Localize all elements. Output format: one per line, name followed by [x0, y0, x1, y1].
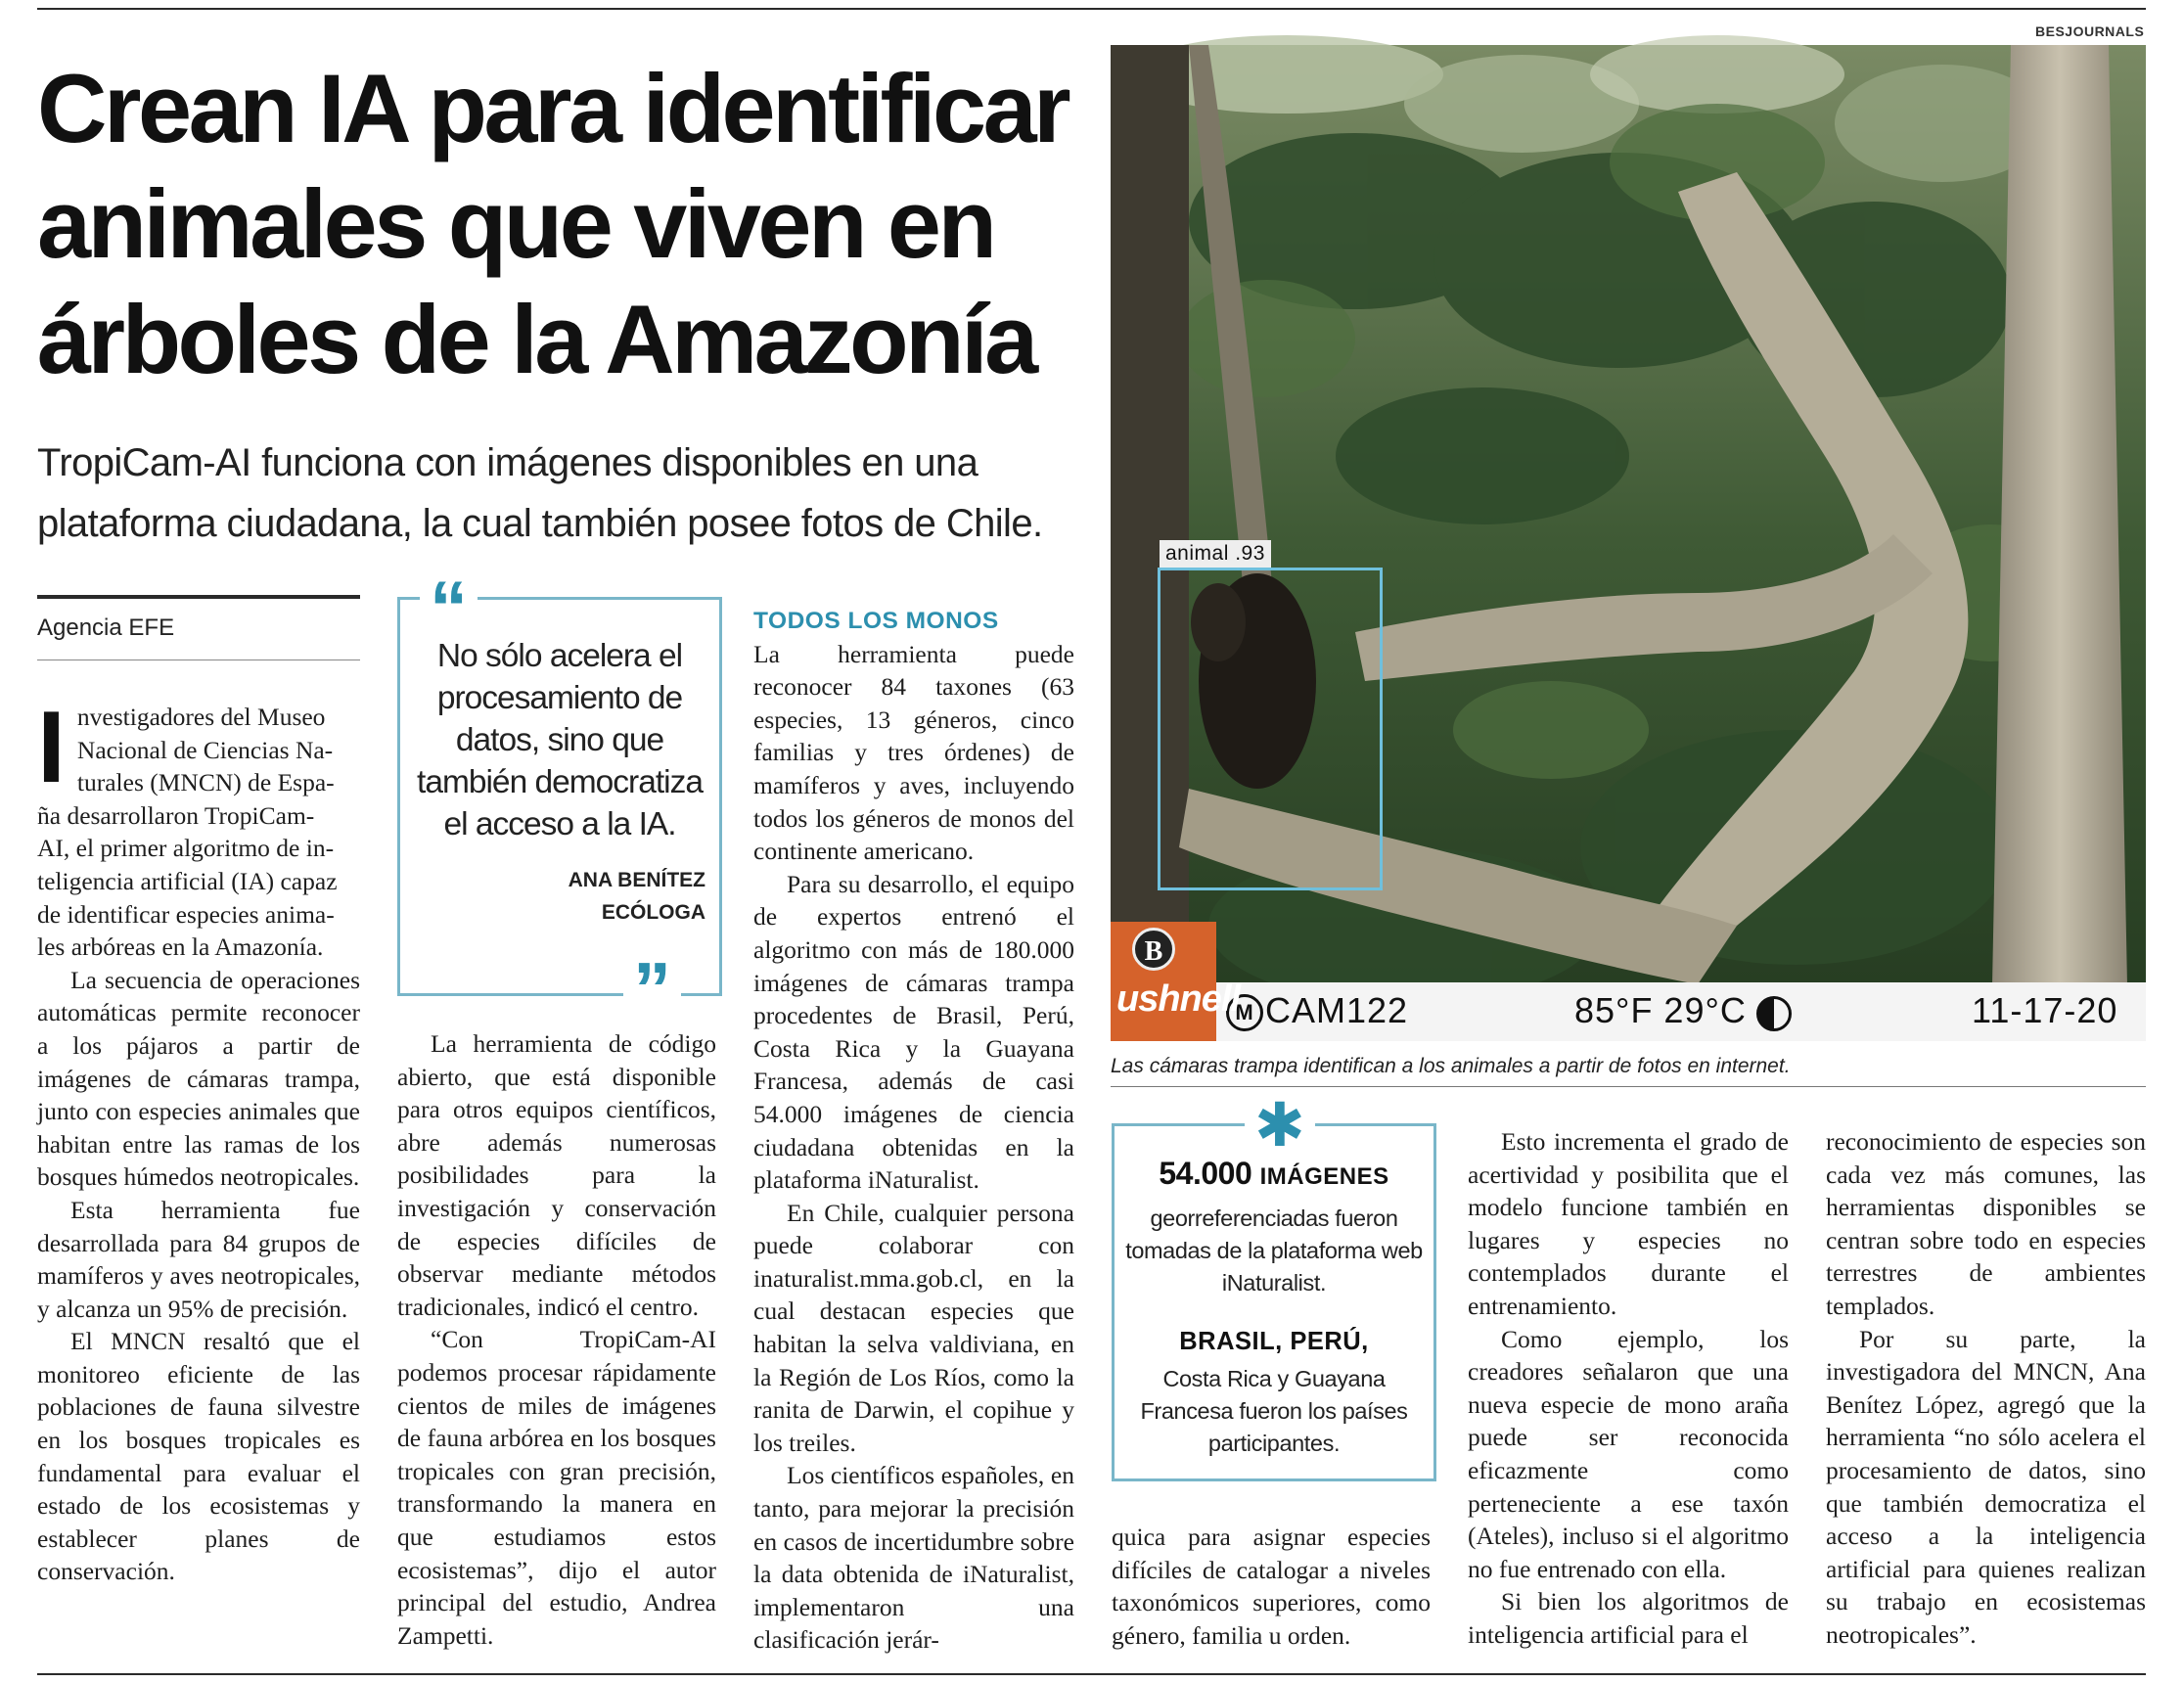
byline: Agencia EFE: [37, 614, 175, 641]
paragraph: El MNCN resaltó que el monitoreo eficiente de las poblaciones de fauna silvestre en los bosques tropicales es fundamental para evaluar el estado de los ecosistemas y establecer planes de conservación.: [37, 1327, 360, 1586]
bushnell-wordmark: ushnell: [1116, 978, 1241, 1020]
photo-caption: Las cámaras trampa identifican a los animales a partir de fotos en internet.: [1111, 1055, 1791, 1077]
pull-quote-box: [397, 565, 722, 1032]
paragraph: Como ejemplo, los creadores señalaron que una nueva especie de mono araña puede ser reconocida eficazmente como perteneciente a ese taxón (Ateles), incluso si el algoritmo no fue entrenado con ella.: [1468, 1324, 1789, 1583]
intro-line: nvestigadores del Museo: [76, 703, 326, 731]
paragraph: La secuencia de operaciones automáticas permite reconocer a los pájaros a partir de imágenes de cámaras trampa, junto con especies animales que habitan entre las ramas de los bosques húmedos neotropicales.: [37, 965, 360, 1192]
quote-attribution: [569, 864, 705, 929]
paragraph: Por su parte, la investigadora del MNCN, Ana Benítez López, agregó que la herramienta “no sólo acelera el procesamiento de datos, sino que también democratiza el acceso a la inteligencia artificial para quienes realizan su trabajo en ecosistemas neotropicales”.: [1826, 1324, 2146, 1649]
headline: [37, 51, 1074, 397]
date-stamp: 11-17-20: [1972, 990, 2118, 1030]
detection-label: animal .93: [1160, 540, 1271, 568]
subtitle: [37, 432, 1084, 554]
temperature: 85°F 29°C: [1574, 990, 1747, 1030]
caption-rule: [1111, 1086, 2146, 1087]
paragraph: reconocimiento de especies son cada vez más comunes, las herramientas disponibles se centran sobre todo en especies terrestres de ambientes templados.: [1826, 1127, 2146, 1320]
camera-trap-photo: [1111, 45, 2146, 1035]
close-quote-icon: ”: [623, 960, 681, 1019]
stat-number: 54.000: [1159, 1156, 1252, 1191]
bushnell-badge-icon: B: [1132, 928, 1175, 971]
byline-rule: [37, 595, 360, 599]
paragraph: Esta herramienta fue desarrollada para 84 grupos de mamíferos y aves neotropicales, y alcanza un 95% de precisión.: [37, 1195, 360, 1323]
bushnell-logo: [1111, 922, 1241, 1041]
paragraph: La herramienta de código abierto, que está disponible para otros equipos científicos, abre además numerosas posibilidades para la investigación y conservación de especies difíciles de observar mediante métodos tradicionales, indicó el centro.: [397, 1029, 716, 1321]
paragraph: quica para asignar especies difíciles de catalogar a niveles taxonómicos superiores, como género, familia u orden.: [1112, 1523, 1431, 1650]
paragraph: Los científicos españoles, en tanto, para mejorar la precisión en casos de incertidumbre sobre la data obtenida de iNaturalist, implementaron una clasificación jerár-: [753, 1461, 1074, 1655]
subtitle-line: TropiCam-AI funciona con imágenes disponibles en una: [37, 441, 978, 484]
article-column-3: [753, 605, 1074, 1657]
stat-description: georreferenciadas fueron tomadas de la plataforma web iNaturalist.: [1125, 1205, 1423, 1296]
intro-line: turales (MNCN) de Espa-: [76, 768, 335, 797]
quote-role: ECÓLOGA: [601, 901, 705, 924]
headline-line: árboles de la Amazonía: [37, 285, 1035, 393]
camera-id: CAM122: [1265, 990, 1409, 1030]
camera-mode-icon: M: [1226, 994, 1263, 1031]
article-column-1: [37, 691, 360, 1588]
paragraph: Esto incrementa el grado de acertividad y posibilita que el modelo funcione también en lugares y especies no contemplados durante el entrenamiento.: [1468, 1127, 1789, 1320]
article-column-4: [1112, 1521, 1431, 1652]
article-column-2: [397, 1027, 716, 1652]
paragraph: “Con TropiCam-AI podemos procesar rápidamente cientos de miles de imágenes de fauna arbórea en los bosques tropicales con gran precisión, transformando la manera en que estudiamos estos ecosistemas”, dijo el autor principal del estudio, Andrea Zampetti.: [397, 1325, 716, 1650]
paragraph: La herramienta puede reconocer 84 taxones (63 especies, 13 géneros, cinco familias y tres órdenes) de mamíferos y aves, incluyendo todos los géneros de monos del continente americano.: [753, 639, 1074, 866]
pull-quote-text: No sólo acelera el procesamiento de datos, sino que también democratiza el acceso a la IA.: [417, 638, 703, 842]
camera-info-bar: [1111, 982, 2146, 1041]
stat-subheading: BRASIL, PERÚ,: [1179, 1328, 1369, 1355]
section-heading: TODOS LOS MONOS: [753, 608, 999, 634]
stat-description-2: Costa Rica y Guayana Francesa fueron los países participantes.: [1140, 1366, 1408, 1456]
moon-phase-icon: [1756, 996, 1792, 1031]
subtitle-line: plataforma ciudadana, la cual también posee fotos de Chile.: [37, 502, 1043, 545]
quote-author: ANA BENÍTEZ: [568, 869, 705, 891]
photo-credit: BESJOURNALS: [2035, 23, 2145, 39]
drop-cap: I: [37, 691, 66, 804]
paragraph: Si bien los algoritmos de inteligencia artificial para el: [1468, 1587, 1789, 1649]
top-rule: [37, 8, 2146, 10]
stat-unit: IMÁGENES: [1259, 1163, 1389, 1190]
asterisk-icon: ✱: [1245, 1091, 1315, 1160]
intro-line: Nacional de Ciencias Na-: [76, 735, 334, 764]
paragraph: En Chile, cualquier persona puede colaborar con inaturalist.mma.gob.cl, en la cual destacan especies que habitan la selva valdiviana, en la Región de Los Ríos, como la ranita de Darwin, el copihue y los treiles.: [753, 1198, 1074, 1457]
detection-box: [1158, 568, 1383, 890]
stat-headline: [1115, 1156, 1433, 1192]
intro-line: de identificar especies anima-: [37, 899, 335, 929]
intro-line: AI, el primer algoritmo de in-: [37, 834, 335, 863]
intro-line: les arbóreas en la Amazonía.: [37, 932, 324, 962]
intro-line: ña desarrollaron TropiCam-: [37, 800, 315, 830]
paragraph: Para su desarrollo, el equipo de expertos entrenó el algoritmo con más de 180.000 imágenes de cámaras trampa procedentes de Brasil, Perú, Costa Rica y la Guayana Francesa, además de casi 54.000 imágenes de ciencia ciudadana obtenidas en la plataforma iNaturalist.: [753, 869, 1074, 1195]
stat-box: [1112, 1089, 1436, 1481]
open-quote-icon: “: [420, 578, 478, 637]
article-column-6: [1826, 1125, 2146, 1652]
article-column-5: [1468, 1125, 1789, 1652]
headline-line: animales que viven en: [37, 169, 994, 278]
bottom-rule: [37, 1673, 2146, 1675]
headline-line: Crean IA para identificar: [37, 54, 1069, 162]
intro-line: teligencia artificial (IA) capaz: [37, 866, 338, 895]
